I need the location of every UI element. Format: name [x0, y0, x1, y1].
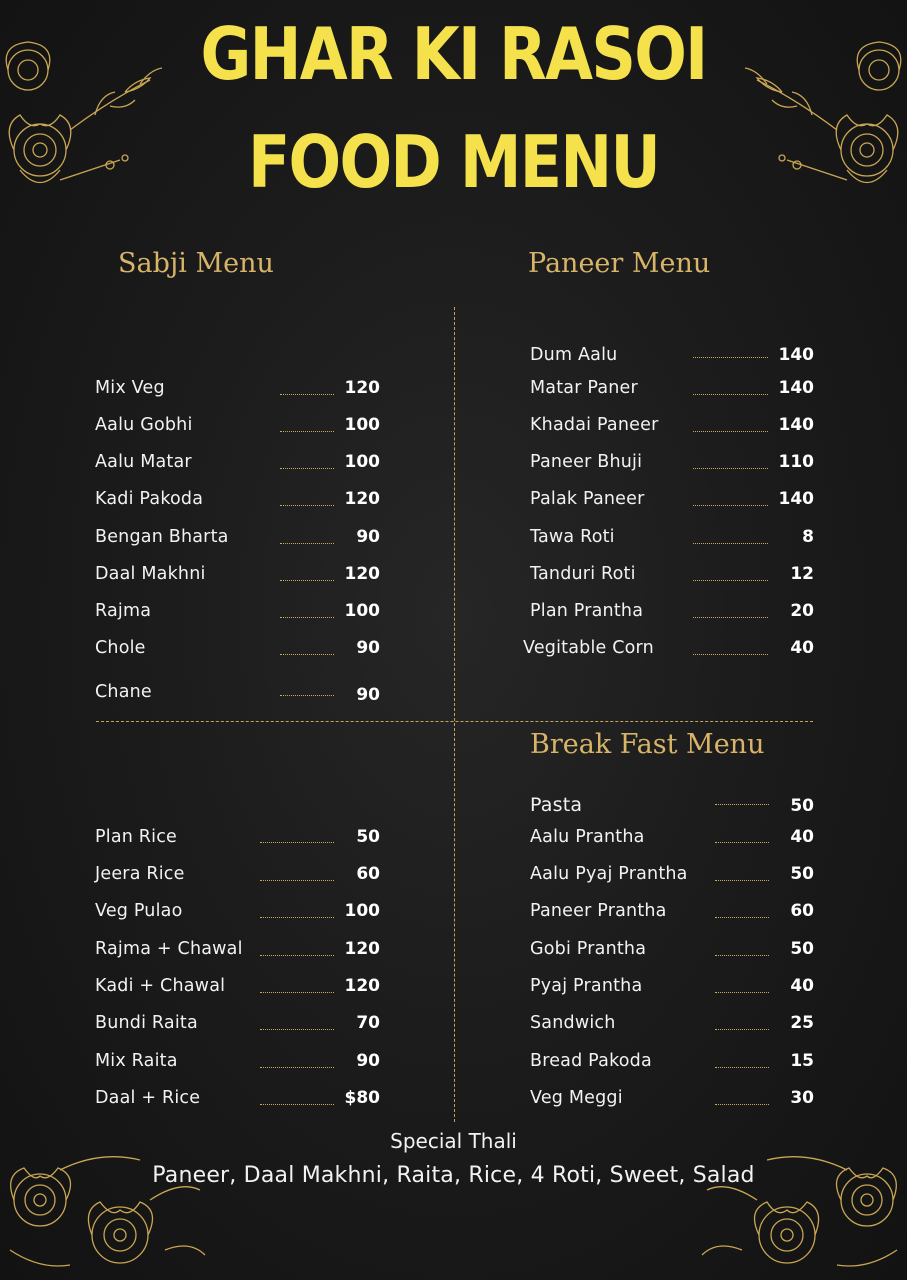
- menu-item-name: Khadai Paneer: [530, 415, 659, 435]
- menu-item-price: 8: [802, 527, 814, 547]
- menu-item-price: 120: [344, 489, 380, 509]
- breakfast-menu-title: Break Fast Menu: [530, 729, 765, 760]
- menu-title-line1: GHAR KI RASOI: [200, 12, 707, 96]
- menu-item-price: 60: [790, 901, 814, 921]
- leader-dots: [693, 505, 768, 506]
- menu-item-name: Aalu Pyaj Prantha: [530, 864, 688, 884]
- leader-dots: [280, 580, 334, 581]
- leader-dots: [693, 431, 768, 432]
- menu-item-name: Bread Pakoda: [530, 1051, 652, 1071]
- menu-item-name: Plan Prantha: [530, 601, 644, 621]
- leader-dots: [280, 617, 334, 618]
- menu-item-name: Chane: [95, 682, 152, 702]
- leader-dots: [715, 842, 769, 843]
- special-thali-title: Special Thali: [390, 1129, 517, 1153]
- leader-dots: [715, 1104, 769, 1105]
- menu-item-price: 120: [344, 976, 380, 996]
- menu-item-price: 12: [790, 564, 814, 584]
- menu-item-price: 100: [344, 901, 380, 921]
- menu-item-name: Gobi Prantha: [530, 939, 647, 959]
- menu-item-price: 120: [344, 378, 380, 398]
- menu-item-price: 90: [356, 685, 380, 705]
- menu-item-price: 140: [778, 415, 814, 435]
- menu-item-price: 20: [790, 601, 814, 621]
- menu-item-price: 15: [790, 1051, 814, 1071]
- menu-item-price: 120: [344, 939, 380, 959]
- menu-item-name: Tawa Roti: [530, 527, 615, 547]
- menu-item-name: Pasta: [530, 794, 583, 816]
- leader-dots: [260, 1067, 334, 1068]
- horizontal-divider: [96, 721, 813, 722]
- leader-dots: [715, 917, 769, 918]
- menu-item-name: Veg Pulao: [95, 901, 183, 921]
- menu-item-price: 100: [344, 452, 380, 472]
- leader-dots: [260, 880, 334, 881]
- menu-item-name: Bengan Bharta: [95, 527, 229, 547]
- sabji-menu-title: Sabji Menu: [118, 248, 274, 279]
- leader-dots: [693, 617, 768, 618]
- leader-dots: [715, 1029, 769, 1030]
- leader-dots: [280, 543, 334, 544]
- menu-item-price: 90: [356, 638, 380, 658]
- leader-dots: [693, 357, 768, 358]
- menu-item-price: 30: [790, 1088, 814, 1108]
- menu-item-price: 70: [356, 1013, 380, 1033]
- paneer-menu-title: Paneer Menu: [528, 248, 711, 279]
- menu-item-name: Palak Paneer: [530, 489, 645, 509]
- flower-ornament-bottom-right-icon: [697, 1140, 907, 1280]
- menu-item-name: Pyaj Prantha: [530, 976, 643, 996]
- leader-dots: [693, 394, 768, 395]
- menu-item-price: $80: [344, 1088, 380, 1108]
- menu-item-name: Sandwich: [530, 1013, 616, 1033]
- leader-dots: [693, 654, 768, 655]
- menu-item-price: 140: [778, 489, 814, 509]
- leader-dots: [715, 955, 769, 956]
- menu-item-name: Kadi + Chawal: [95, 976, 226, 996]
- menu-item-name: Paneer Prantha: [530, 901, 667, 921]
- menu-title-line2: FOOD MENU: [247, 120, 660, 204]
- vertical-divider: [454, 307, 455, 1122]
- leader-dots: [715, 992, 769, 993]
- menu-item-price: 140: [778, 345, 814, 365]
- menu-item-name: Dum Aalu: [530, 345, 618, 365]
- leader-dots: [715, 804, 769, 805]
- leader-dots: [280, 468, 334, 469]
- menu-item-price: 120: [344, 564, 380, 584]
- menu-item-name: Aalu Prantha: [530, 827, 645, 847]
- flower-ornament-bottom-left-icon: [0, 1140, 210, 1280]
- menu-item-name: Paneer Bhuji: [530, 452, 643, 472]
- menu-item-name: Tanduri Roti: [530, 564, 636, 584]
- leader-dots: [280, 505, 334, 506]
- menu-item-price: 100: [344, 601, 380, 621]
- leader-dots: [715, 880, 769, 881]
- leader-dots: [260, 955, 334, 956]
- menu-item-price: 50: [790, 864, 814, 884]
- menu-item-name: Rajma: [95, 601, 152, 621]
- leader-dots: [280, 431, 334, 432]
- menu-item-name: Aalu Gobhi: [95, 415, 193, 435]
- special-thali-items: Paneer, Daal Makhni, Raita, Rice, 4 Roti, Sweet, Salad: [152, 1163, 755, 1188]
- menu-item-price: 140: [778, 378, 814, 398]
- menu-item-name: Daal + Rice: [95, 1088, 201, 1108]
- leader-dots: [715, 1067, 769, 1068]
- leader-dots: [260, 992, 334, 993]
- leader-dots: [693, 468, 768, 469]
- menu-item-name: Chole: [95, 638, 146, 658]
- menu-item-name: Mix Raita: [95, 1051, 178, 1071]
- leader-dots: [693, 580, 768, 581]
- menu-item-price: 110: [778, 452, 814, 472]
- menu-item-name: Mix Veg: [95, 378, 165, 398]
- leader-dots: [260, 1104, 334, 1105]
- menu-item-price: 90: [356, 1051, 380, 1071]
- menu-item-price: 60: [356, 864, 380, 884]
- menu-item-price: 50: [790, 796, 814, 816]
- menu-item-name: Veg Meggi: [530, 1088, 623, 1108]
- menu-item-price: 50: [356, 827, 380, 847]
- menu-item-name: Aalu Matar: [95, 452, 192, 472]
- menu-item-name: Kadi Pakoda: [95, 489, 204, 509]
- leader-dots: [280, 695, 334, 696]
- menu-item-name: Jeera Rice: [95, 864, 185, 884]
- menu-item-price: 25: [790, 1013, 814, 1033]
- leader-dots: [260, 917, 334, 918]
- menu-item-price: 40: [790, 976, 814, 996]
- menu-item-price: 40: [790, 827, 814, 847]
- leader-dots: [260, 1029, 334, 1030]
- leader-dots: [693, 543, 768, 544]
- menu-item-price: 90: [356, 527, 380, 547]
- leader-dots: [280, 654, 334, 655]
- menu-item-price: 100: [344, 415, 380, 435]
- menu-item-name: Plan Rice: [95, 827, 178, 847]
- leader-dots: [280, 394, 334, 395]
- menu-item-name: Vegitable Corn: [523, 638, 654, 658]
- menu-item-price: 50: [790, 939, 814, 959]
- menu-item-name: Bundi Raita: [95, 1013, 198, 1033]
- menu-item-name: Matar Paner: [530, 378, 638, 398]
- menu-item-price: 40: [790, 638, 814, 658]
- menu-item-name: Daal Makhni: [95, 564, 206, 584]
- leader-dots: [260, 842, 334, 843]
- menu-item-name: Rajma + Chawal: [95, 939, 243, 959]
